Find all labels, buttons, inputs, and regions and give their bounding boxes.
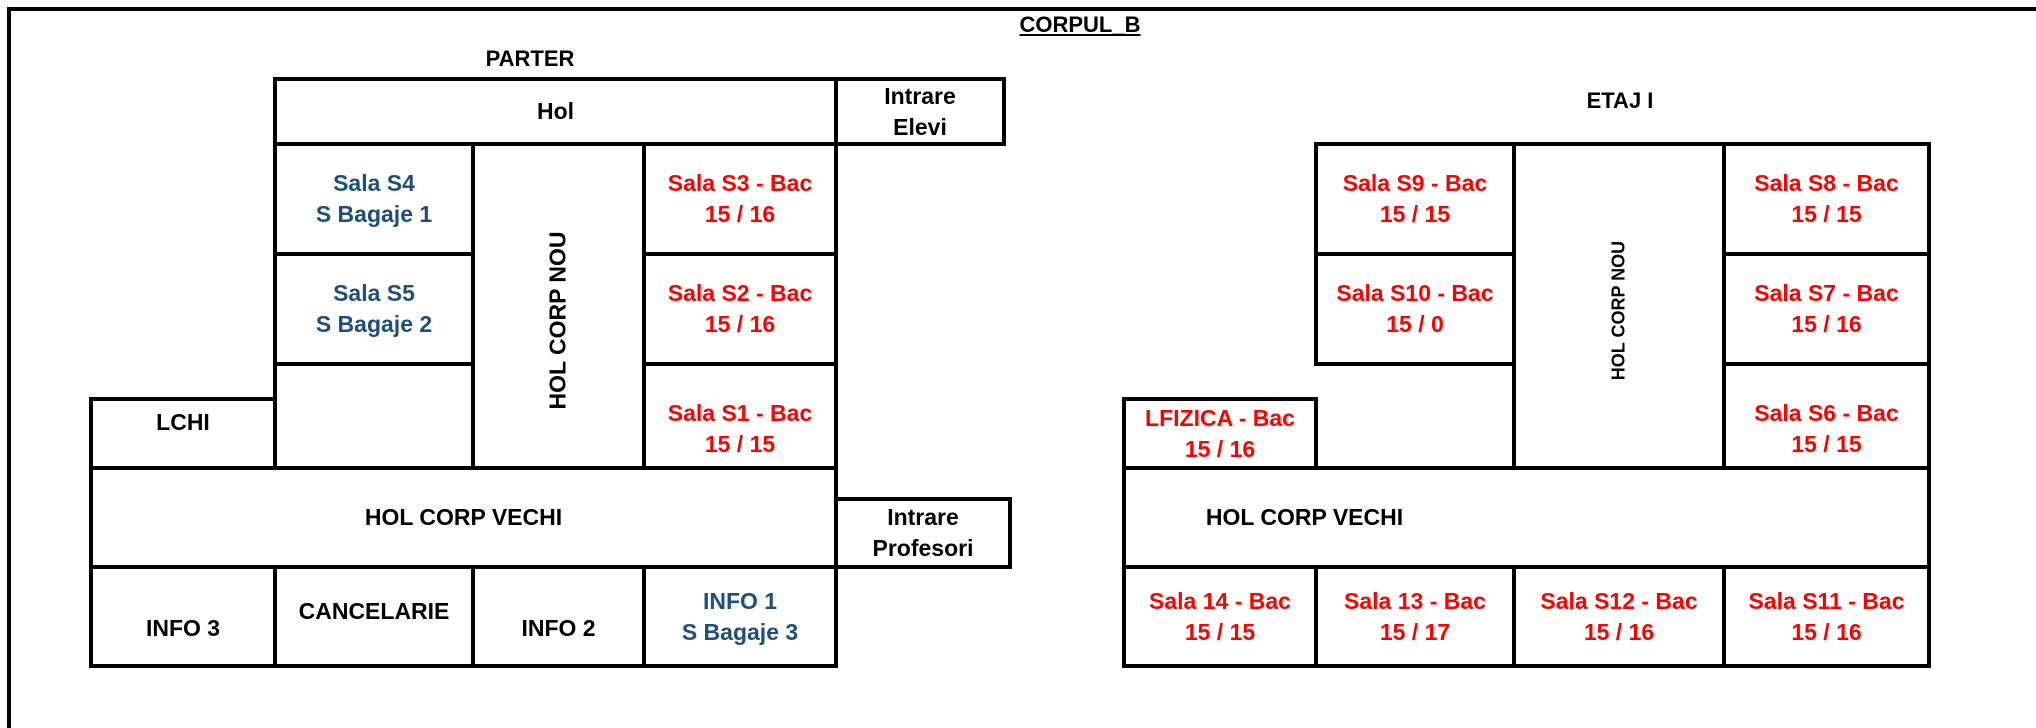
etaj-sala-s9 bbox=[1314, 142, 1516, 256]
building-title: CORPUL_B bbox=[1019, 12, 1141, 37]
sala-13-count: 15 / 17 bbox=[1379, 618, 1451, 645]
sala-s6-count: 15 / 15 bbox=[1791, 431, 1862, 457]
sala-s7-count: 15 / 16 bbox=[1791, 311, 1862, 337]
sala-s5-sub: S Bagaje 2 bbox=[315, 311, 433, 337]
etaj-sala-s8 bbox=[1722, 142, 1931, 256]
etaj-hol-corp-nou-label: HOL CORP NOU bbox=[1608, 240, 1629, 381]
sala-s4-sub: S Bagaje 1 bbox=[315, 201, 433, 227]
sala-s1-count: 15 / 15 bbox=[704, 431, 776, 457]
etaj-lfizica bbox=[1122, 397, 1318, 470]
sala-s8-name: Sala S8 - Bac bbox=[1754, 170, 1899, 196]
sala-s4-name: Sala S4 bbox=[333, 170, 415, 196]
parter-hol bbox=[273, 77, 838, 146]
sala-s9-name: Sala S9 - Bac bbox=[1342, 170, 1488, 196]
sala-s12-count: 15 / 16 bbox=[1583, 618, 1655, 645]
sala-s1-name: Sala S1 - Bac bbox=[667, 400, 813, 426]
parter-cancelarie bbox=[273, 565, 475, 668]
sala-s10-name: Sala S10 - Bac bbox=[1336, 280, 1494, 306]
parter-info3 bbox=[89, 565, 277, 668]
parter-sala-s5 bbox=[273, 252, 475, 366]
sala-13-name: Sala 13 - Bac bbox=[1344, 587, 1486, 614]
sala-s8-count: 15 / 15 bbox=[1791, 201, 1862, 227]
sala-s9-count: 15 / 15 bbox=[1379, 201, 1451, 227]
sala-14-count: 15 / 15 bbox=[1184, 618, 1256, 645]
sala-s12-name: Sala S12 - Bac bbox=[1540, 587, 1698, 614]
sala-s3-name: Sala S3 - Bac bbox=[667, 170, 813, 196]
sala-s6-name: Sala S6 - Bac bbox=[1754, 400, 1899, 426]
info1-sub: S Bagaje 3 bbox=[681, 618, 799, 645]
etaj-hol-corp-vechi-label: HOL CORP VECHI bbox=[1205, 504, 1404, 530]
parter-lchi bbox=[89, 397, 277, 470]
sala-s3-count: 15 / 16 bbox=[704, 201, 776, 227]
info2-label: INFO 2 bbox=[521, 615, 596, 641]
intrare-profesori-line1: Intrare bbox=[887, 504, 959, 530]
parter-intrare-profesori bbox=[834, 497, 1012, 569]
parter-info1 bbox=[642, 565, 838, 668]
etaj-sala-s10 bbox=[1314, 252, 1516, 366]
etaj-hol-corp-vechi bbox=[1122, 466, 1931, 569]
sala-s10-count: 15 / 0 bbox=[1386, 311, 1444, 337]
intrare-profesori-line2: Profesori bbox=[872, 535, 974, 561]
etaj-sala-s7 bbox=[1722, 252, 1931, 366]
etaj-sala-14 bbox=[1122, 565, 1318, 668]
etaj-sala-s12 bbox=[1512, 565, 1726, 668]
parter-hol-corp-vechi bbox=[89, 466, 838, 569]
parter-hol-corp-nou-label: HOL CORP NOU bbox=[544, 231, 571, 410]
info1-name: INFO 1 bbox=[702, 587, 778, 614]
parter-info2 bbox=[471, 565, 646, 668]
sala-s2-name: Sala S2 - Bac bbox=[667, 280, 813, 306]
intrare-elevi-line2: Elevi bbox=[893, 113, 947, 140]
lchi-label: LCHI bbox=[156, 409, 210, 435]
etaj-sala-13 bbox=[1314, 565, 1516, 668]
parter-hol-label: Hol bbox=[536, 98, 575, 124]
parter-sala-s2 bbox=[642, 252, 838, 366]
etaj-heading: ETAJ I bbox=[1586, 88, 1654, 113]
parter-heading: PARTER bbox=[485, 46, 575, 71]
parter-divider bbox=[273, 362, 277, 470]
intrare-elevi-line1: Intrare bbox=[884, 82, 956, 109]
sala-s11-count: 15 / 16 bbox=[1791, 618, 1862, 645]
sala-s7-name: Sala S7 - Bac bbox=[1754, 280, 1899, 306]
lfizica-count: 15 / 16 bbox=[1184, 435, 1256, 462]
parter-sala-s3 bbox=[642, 142, 838, 256]
sala-s2-count: 15 / 16 bbox=[704, 311, 776, 337]
sala-14-name: Sala 14 - Bac bbox=[1149, 587, 1291, 614]
etaj-sala-s11 bbox=[1722, 565, 1931, 668]
sala-s5-name: Sala S5 bbox=[333, 280, 415, 306]
parter-sala-s4 bbox=[273, 142, 475, 256]
info3-label: INFO 3 bbox=[145, 615, 221, 641]
etaj-sala-s6 bbox=[1722, 362, 1931, 470]
parter-sala-s1 bbox=[642, 362, 838, 470]
cancelarie-label: CANCELARIE bbox=[298, 598, 450, 624]
parter-intrare-elevi bbox=[834, 77, 1006, 146]
sala-s11-name: Sala S11 - Bac bbox=[1748, 587, 1905, 614]
parter-hol-corp-vechi-label: HOL CORP VECHI bbox=[364, 504, 563, 530]
lfizica-name: LFIZICA - Bac bbox=[1145, 404, 1295, 431]
